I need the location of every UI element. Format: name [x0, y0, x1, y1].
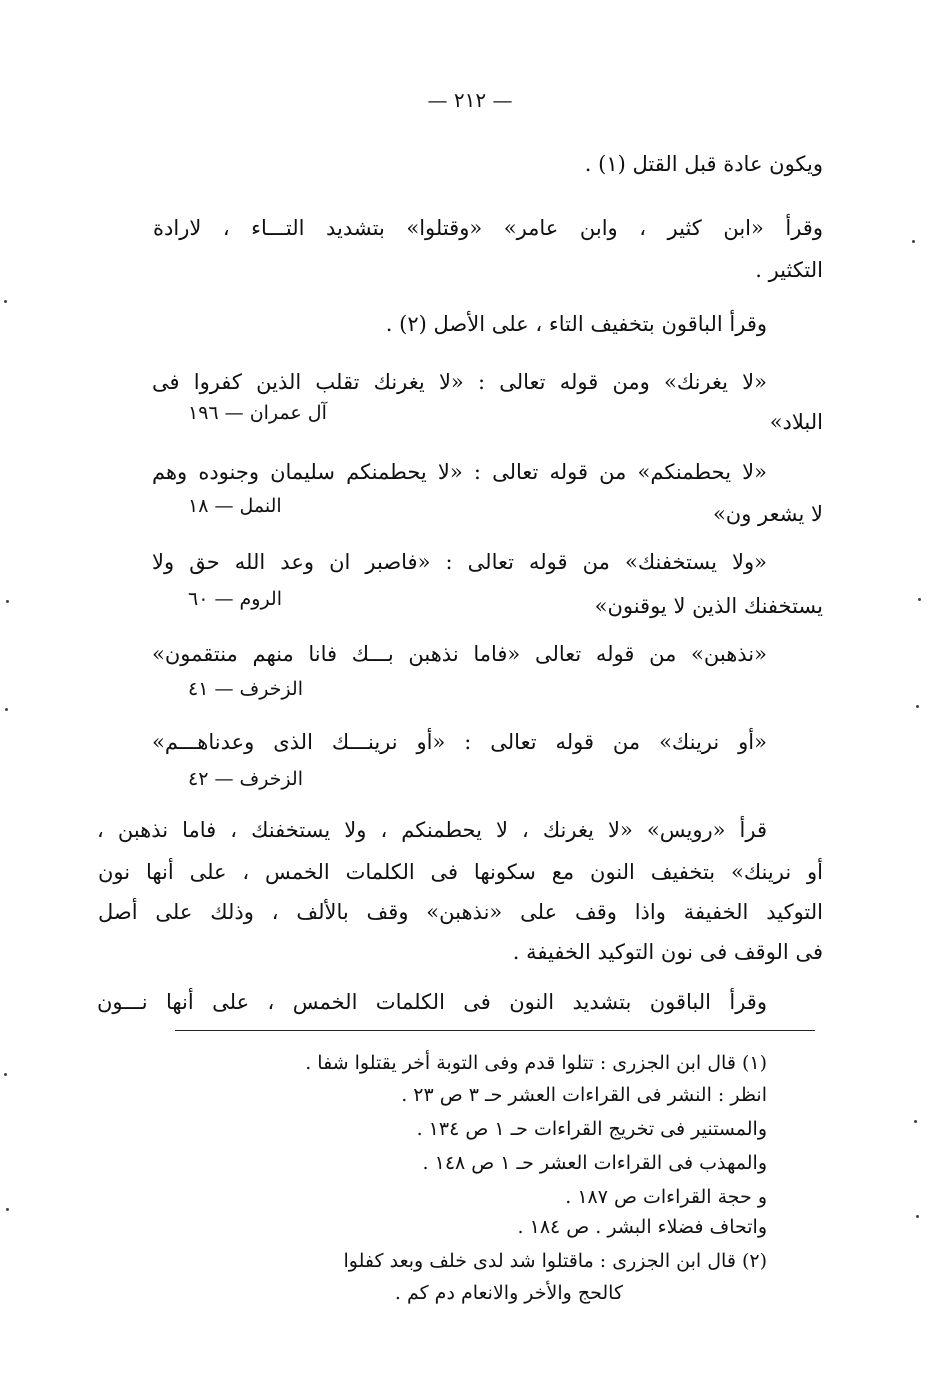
text-line: وقرأ «ابن كثير ، وابن عامر» «وقتلوا» بتشديد التـــاء ، لارادة: [153, 216, 823, 240]
scan-speck: [6, 600, 9, 603]
scan-speck: [918, 598, 921, 601]
verse-reference: الزخرف — ٤٢: [188, 768, 303, 790]
text-line: البلاد»: [769, 410, 823, 434]
verse-reference: آل عمران — ١٩٦: [188, 402, 327, 424]
scan-speck: [916, 1215, 919, 1218]
scan-speck: [4, 300, 7, 303]
text-line: التوكيد الخفيفة واذا وقف على «نذهبن» وقف بالألف ، وذلك على أصل: [98, 900, 823, 924]
scan-speck: [912, 240, 915, 243]
text-line: «ولا يستخفنك» من قوله تعالى : «فاصبر ان وعد الله حق ولا: [152, 550, 767, 574]
scan-speck: [916, 705, 919, 708]
footnote-line: واتحاف فضلاء البشر . ص ١٨٤ .: [517, 1216, 767, 1238]
text-line: وقرأ الباقون بتشديد النون فى الكلمات الخمس ، على أنها نـــون: [97, 990, 767, 1014]
text-line: أو نرينك» بتخفيف النون مع سكونها فى الكلمات الخمس ، على أنها نون: [98, 860, 823, 884]
verse-reference: النمل — ١٨: [188, 495, 282, 517]
scan-speck: [5, 708, 8, 711]
footnote-line: (٢) قال ابن الجزرى : ماقتلوا شد لدى خلف وبعد كفلوا: [343, 1250, 767, 1272]
footnote-line: والمستنير فى تخريج القراءات حـ ١ ص ١٣٤ .: [416, 1118, 767, 1140]
text-line: «نذهبن» من قوله تعالى «فاما نذهبن بـــك فانا منهم منتقمون»: [152, 642, 767, 666]
text-line: وقرأ الباقون بتخفيف التاء ، على الأصل (٢) .: [385, 312, 767, 336]
text-line: ويكون عادة قبل القتل (١) .: [584, 152, 823, 176]
verse-reference: الزخرف — ٤١: [188, 678, 303, 700]
text-line: فى الوقف فى نون التوكيد الخفيفة .: [512, 940, 823, 964]
scan-speck: [6, 1208, 9, 1211]
text-line: يستخفنك الذين لا يوقنون»: [594, 594, 823, 618]
text-line: «أو نرينك» من قوله تعالى : «أو نرينـــك الذى وعدناهـــم»: [152, 730, 767, 754]
footnote-line: كالحج والأخر والانعام دم كم .: [394, 1282, 623, 1304]
text-line: «لا يغرنك» ومن قوله تعالى : «لا يغرنك تقلب الذين كفروا فى: [152, 370, 767, 394]
footnote-line: و حجة القراءات ص ١٨٧ .: [565, 1186, 767, 1208]
verse-reference: الروم — ٦٠: [188, 588, 282, 610]
page-number: — ٢١٢ —: [427, 88, 513, 112]
footnote-separator: [175, 1030, 815, 1031]
footnote-line: والمهذب فى القراءات العشر حـ ١ ص ١٤٨ .: [422, 1152, 767, 1174]
footnote-line: انظر : النشر فى القراءات العشر حـ ٣ ص ٢٣ .: [401, 1084, 767, 1106]
scan-speck: [914, 1120, 917, 1123]
text-line: التكثير .: [755, 258, 823, 282]
footnote-line: (١) قال ابن الجزرى : تتلوا قدم وفى التوبة أخر يقتلوا شفا .: [305, 1052, 767, 1074]
text-line: لا يشعر ون»: [712, 502, 823, 526]
scan-speck: [4, 1073, 7, 1076]
text-line: قرأ «رويس» «لا يغرنك ، لا يحطمنكم ، ولا يستخفنك ، فاما نذهبن ،: [97, 818, 767, 842]
text-line: «لا يحطمنكم» من قوله تعالى : «لا يحطمنكم سليمان وجنوده وهم: [152, 460, 767, 484]
